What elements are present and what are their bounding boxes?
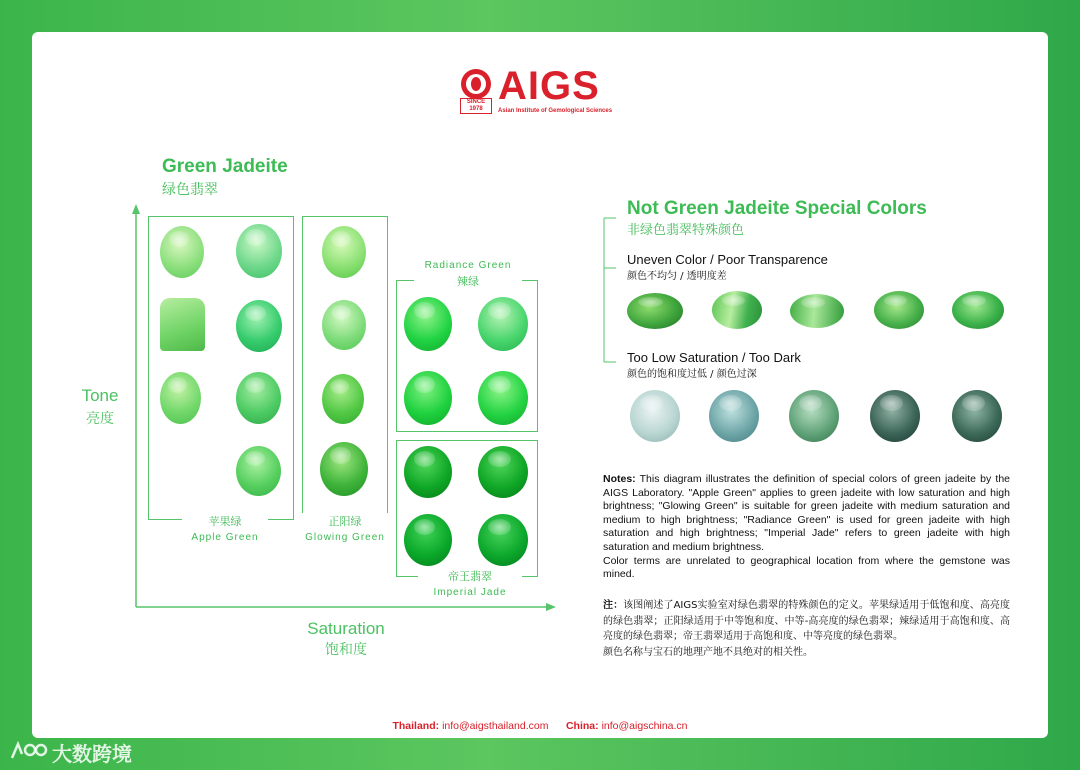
jade-stone: [236, 224, 282, 278]
special-colors-title: Not Green Jadeite Special Colors: [627, 198, 927, 219]
notes-label-cn: 注：: [603, 600, 624, 611]
watermark-logo-icon: [8, 740, 48, 762]
footer-china-label: China:: [565, 720, 599, 732]
jade-stone: [478, 371, 528, 425]
notes-en: [603, 473, 1010, 582]
imperial-jade-cn: 帝王翡翠: [448, 570, 492, 583]
dull-stone: [952, 390, 1002, 442]
glowing-green-label: [300, 513, 390, 543]
jade-stone: [320, 442, 368, 496]
apple-green-cn: 苹果绿: [208, 515, 242, 528]
imperial-jade-label: [418, 568, 522, 598]
jade-stone: [404, 514, 452, 566]
jade-stone: [322, 226, 366, 278]
apple-green-label: [182, 513, 268, 543]
notes-label: Notes:: [603, 473, 636, 485]
jade-stone: [478, 446, 528, 498]
logo-subtitle: Asian Institute of Gemological Sciences: [498, 108, 613, 114]
y-axis-label-cn: 亮度: [86, 411, 114, 427]
jade-stone: [236, 372, 281, 424]
watermark-text: 大数跨境: [52, 742, 132, 766]
category-uneven-title-cn: 颜色不均匀 / 透明度差: [627, 271, 727, 282]
diagram-card: [32, 32, 1048, 738]
green-jadeite-title: Green Jadeite: [162, 156, 288, 177]
notes-text-2-cn: 颜色名称与宝石的地理产地不具绝对的相关性。: [603, 646, 813, 658]
jade-stone: [236, 300, 282, 352]
jade-stone: [160, 298, 205, 351]
dull-stone: [709, 390, 759, 442]
jade-stone: [404, 446, 452, 498]
jade-stone: [404, 371, 452, 425]
x-axis-label-cn: 饱和度: [325, 642, 367, 658]
dull-stone: [870, 390, 920, 442]
footer-thailand-label: Thailand:: [392, 720, 440, 732]
y-axis-label: Tone: [81, 386, 119, 405]
jade-stone: [160, 226, 204, 278]
notes-text-cn: 该图阐述了AIGS实验室对绿色翡翠的特殊颜色的定义。苹果绿适用于低饱和度、高亮度的绿色翡翠；正阳绿适用于中等饱和度、中等-高亮度的绿色翡翠；辣绿适用于高饱和度、高亮度的绿色翡翠；帝王翡翠适用于高饱和度、中等亮度的绿色翡翠。: [603, 600, 1011, 642]
footer-china-email[interactable]: info@aigschina.cn: [601, 720, 688, 732]
uneven-stone: [712, 291, 762, 329]
special-colors-title-cn: 非绿色翡翠特殊颜色: [627, 223, 745, 238]
footer-contacts: [32, 720, 1048, 732]
green-jadeite-title-cn: 绿色翡翠: [162, 182, 218, 198]
uneven-stone: [790, 294, 844, 328]
radiance-green-en: Radiance Green: [424, 260, 512, 271]
uneven-stone: [627, 293, 683, 329]
imperial-jade-en: Imperial Jade: [433, 587, 507, 598]
glowing-green-cn: 正阳绿: [328, 515, 362, 528]
category-low-saturation-title: Too Low Saturation / Too Dark: [627, 350, 801, 365]
dull-stone: [630, 390, 680, 442]
notes-cn: [603, 598, 1010, 660]
radiance-green-cn: 辣绿: [457, 275, 479, 288]
jade-stone: [236, 446, 281, 496]
jade-stone: [160, 372, 201, 424]
uneven-stone: [952, 291, 1004, 329]
jade-stone: [404, 297, 452, 351]
dull-stone: [789, 390, 839, 442]
jade-stone: [478, 514, 528, 566]
notes-text: This diagram illustrates the definition of special colors of green jadeite by the AIGS Laboratory. "Apple Green" applies to green jadeite with low saturation and high brightness; "Glowing Green" is suitable for green jadeite with medium saturation and medium to high brightness; "Radiance Green" is used for green jadeite with high saturation and high brightness; "Imperial Jade" refers to green jadeite with high saturation and medium brightness.: [603, 473, 1010, 553]
uneven-stone: [874, 291, 924, 329]
logo-wordmark: AIGS: [498, 64, 600, 108]
jade-stone: [322, 374, 364, 424]
jade-stone: [478, 297, 528, 351]
jade-stone: [322, 300, 366, 350]
category-uneven-title: Uneven Color / Poor Transparence: [627, 252, 828, 267]
notes-text-2: Color terms are unrelated to geographical location from where the gemstone was mined.: [603, 554, 1010, 581]
x-axis-label: Saturation: [307, 619, 385, 638]
since-badge: SINCE 1978: [460, 98, 492, 114]
radiance-green-label: [414, 260, 522, 289]
apple-green-en: Apple Green: [191, 532, 259, 543]
glowing-green-en: Glowing Green: [305, 532, 385, 543]
category-low-saturation-title-cn: 颜色的饱和度过低 / 颜色过深: [627, 369, 757, 380]
footer-thailand-email[interactable]: info@aigsthailand.com: [442, 720, 549, 732]
